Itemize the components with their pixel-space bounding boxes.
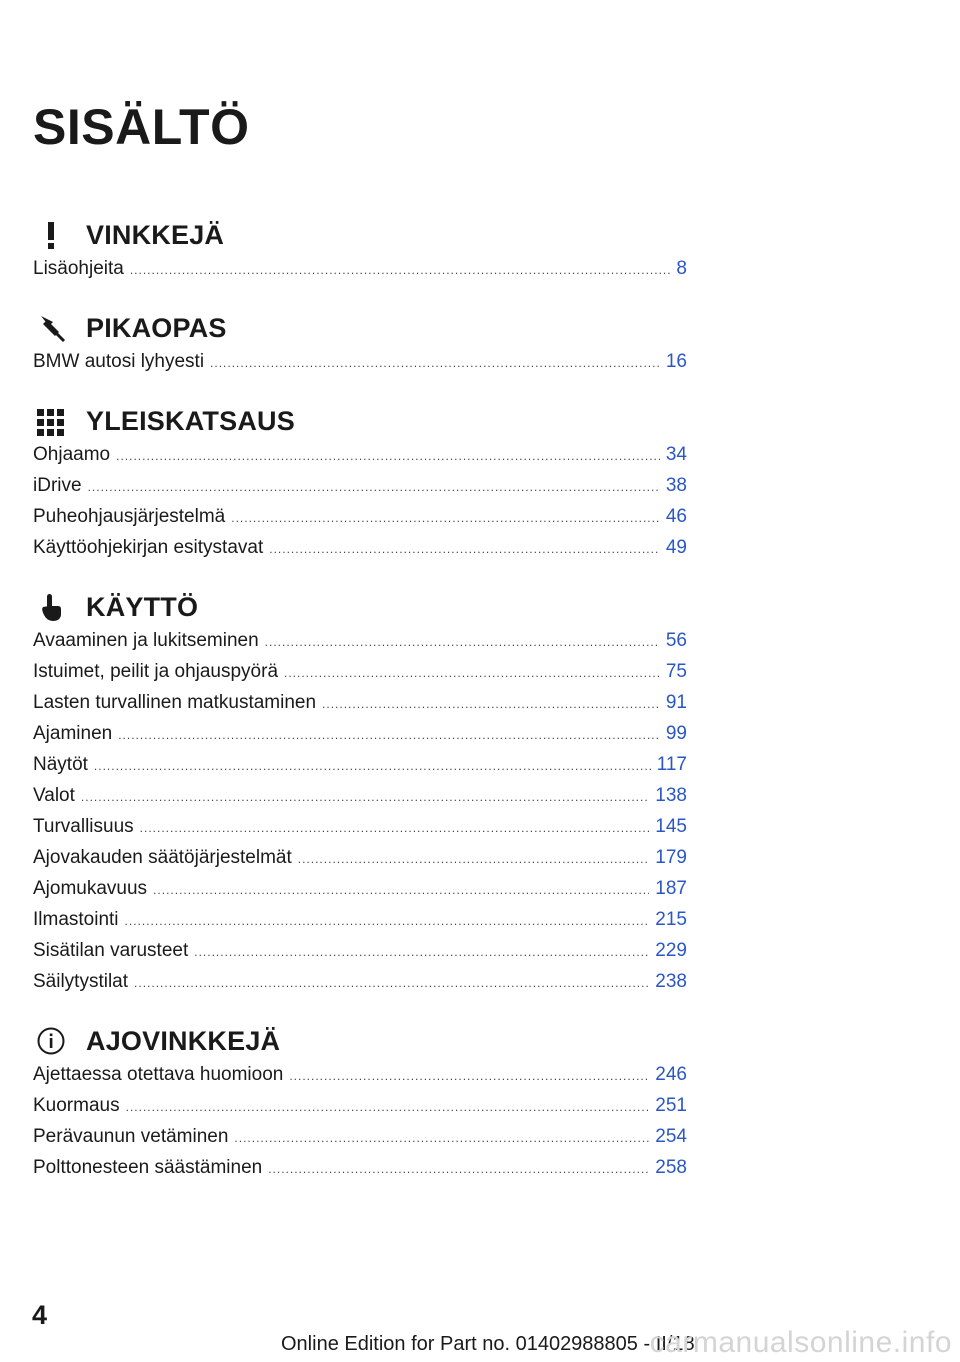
entry-label: Turvallisuus	[33, 816, 134, 837]
toc-entry[interactable]	[33, 1126, 687, 1157]
entry-page-link[interactable]: 91	[665, 692, 687, 713]
toc-entry[interactable]	[33, 351, 687, 382]
dot-leader	[125, 914, 650, 928]
section-title: AJOVINKKEJÄ	[86, 1025, 281, 1056]
toc-entry[interactable]	[33, 909, 687, 940]
dot-leader	[265, 635, 660, 649]
toc-entry[interactable]	[33, 878, 687, 909]
section-title: VINKKEJÄ	[86, 219, 225, 250]
entry-page-link[interactable]: 238	[655, 971, 687, 992]
entry-label: Säilytystilat	[33, 971, 129, 992]
entry-page-link[interactable]: 229	[655, 940, 687, 961]
dot-leader	[210, 356, 660, 370]
toc-entry[interactable]	[33, 971, 687, 1002]
hand-pointer-icon	[35, 591, 67, 623]
entry-label: Ajaminen	[33, 723, 113, 744]
exclamation-icon	[35, 219, 67, 251]
dot-leader	[116, 449, 660, 463]
entry-page-link[interactable]: 46	[665, 506, 687, 527]
section-header	[33, 404, 687, 438]
entry-page-link[interactable]: 56	[665, 630, 687, 651]
entry-page-link[interactable]: 117	[656, 754, 687, 775]
toc-entry[interactable]	[33, 723, 687, 754]
toc-entry[interactable]	[33, 1157, 687, 1188]
entry-page-link[interactable]: 75	[665, 661, 687, 682]
entry-page-link[interactable]: 215	[655, 909, 687, 930]
section-title: YLEISKATSAUS	[86, 405, 295, 436]
section-yleiskatsaus	[33, 404, 687, 568]
section-ajovinkkeja	[33, 1024, 687, 1188]
entry-label: Istuimet, peilit ja ohjauspyörä	[33, 661, 279, 682]
dot-leader	[268, 1162, 649, 1176]
entry-label: Ohjaamo	[33, 444, 111, 465]
section-header	[33, 1024, 687, 1058]
entry-label: Lisäohjeita	[33, 258, 124, 279]
toc-entry[interactable]	[33, 630, 687, 661]
dot-leader	[118, 728, 660, 742]
entry-label: Käyttöohjekirjan esitystavat	[33, 537, 264, 558]
entry-page-link[interactable]: 145	[655, 816, 687, 837]
entry-label: Lasten turvallinen matkustaminen	[33, 692, 317, 713]
section-header	[33, 218, 687, 252]
toc-entry[interactable]	[33, 940, 687, 971]
entry-label: Valot	[33, 785, 75, 806]
toc-entry[interactable]	[33, 816, 687, 847]
toc-entry[interactable]	[33, 537, 687, 568]
entry-page-link[interactable]: 254	[655, 1126, 687, 1147]
toc-entry[interactable]	[33, 506, 687, 537]
grid-icon	[35, 405, 67, 437]
section-header	[33, 311, 687, 345]
watermark: carmanualsonline.info	[649, 1326, 952, 1359]
dot-leader	[269, 542, 660, 556]
entry-page-link[interactable]: 16	[665, 351, 687, 372]
entry-page-link[interactable]: 34	[665, 444, 687, 465]
dot-leader	[234, 1131, 649, 1145]
section-pikaopas	[33, 311, 687, 382]
entry-page-link[interactable]: 246	[655, 1064, 687, 1085]
entry-label: Sisätilan varusteet	[33, 940, 189, 961]
entry-page-link[interactable]: 138	[655, 785, 687, 806]
toc-entry[interactable]	[33, 754, 687, 785]
entry-label: Ajomukavuus	[33, 878, 148, 899]
entry-label: Avaaminen ja lukitseminen	[33, 630, 259, 651]
toc-entry[interactable]	[33, 847, 687, 878]
toc-entry[interactable]	[33, 661, 687, 692]
dot-leader	[231, 511, 660, 525]
entry-page-link[interactable]: 38	[665, 475, 687, 496]
toc-entry[interactable]	[33, 1095, 687, 1126]
pin-icon	[35, 312, 67, 344]
entry-label: Kuormaus	[33, 1095, 120, 1116]
toc-entry[interactable]	[33, 692, 687, 723]
dot-leader	[153, 883, 649, 897]
footer-edition: Online Edition for Part no. 01402988805 - II/18	[281, 1333, 695, 1355]
entry-label: Perävaunun vetäminen	[33, 1126, 229, 1147]
dot-leader	[194, 945, 649, 959]
page-number: 4	[32, 1300, 48, 1330]
section-vinkkeja	[33, 218, 687, 289]
entry-page-link[interactable]: 258	[655, 1157, 687, 1178]
dot-leader	[322, 697, 660, 711]
entry-page-link[interactable]: 8	[676, 258, 687, 279]
dot-leader	[284, 666, 660, 680]
table-of-contents	[33, 218, 687, 1210]
toc-entry[interactable]	[33, 258, 687, 289]
dot-leader	[130, 263, 671, 277]
page-title: SISÄLTÖ	[33, 99, 250, 155]
dot-leader	[289, 1069, 649, 1083]
entry-label: Ajettaessa otettava huomioon	[33, 1064, 284, 1085]
entry-label: Polttonesteen säästäminen	[33, 1157, 263, 1178]
entry-label: Ilmastointi	[33, 909, 119, 930]
entry-page-link[interactable]: 179	[655, 847, 687, 868]
entry-label: iDrive	[33, 475, 82, 496]
info-icon	[35, 1025, 67, 1057]
dot-leader	[88, 480, 660, 494]
entry-page-link[interactable]: 49	[665, 537, 687, 558]
section-title: KÄYTTÖ	[86, 591, 199, 622]
dot-leader	[94, 759, 651, 773]
dot-leader	[298, 852, 650, 866]
section-header	[33, 590, 687, 624]
toc-entry[interactable]	[33, 785, 687, 816]
dot-leader	[81, 790, 649, 804]
section-kaytto	[33, 590, 687, 1002]
dot-leader	[140, 821, 650, 835]
dot-leader	[134, 976, 649, 990]
entry-label: Ajovakauden säätöjärjestelmät	[33, 847, 292, 868]
entry-page-link[interactable]: 251	[655, 1095, 687, 1116]
dot-leader	[126, 1100, 650, 1114]
section-title: PIKAOPAS	[86, 312, 227, 343]
toc-entry[interactable]	[33, 475, 687, 506]
entry-label: BMW autosi lyhyesti	[33, 351, 205, 372]
entry-page-link[interactable]: 187	[655, 878, 687, 899]
toc-entry[interactable]	[33, 444, 687, 475]
entry-label: Näytöt	[33, 754, 88, 775]
entry-page-link[interactable]: 99	[665, 723, 687, 744]
entry-label: Puheohjausjärjestelmä	[33, 506, 226, 527]
toc-entry[interactable]	[33, 1064, 687, 1095]
